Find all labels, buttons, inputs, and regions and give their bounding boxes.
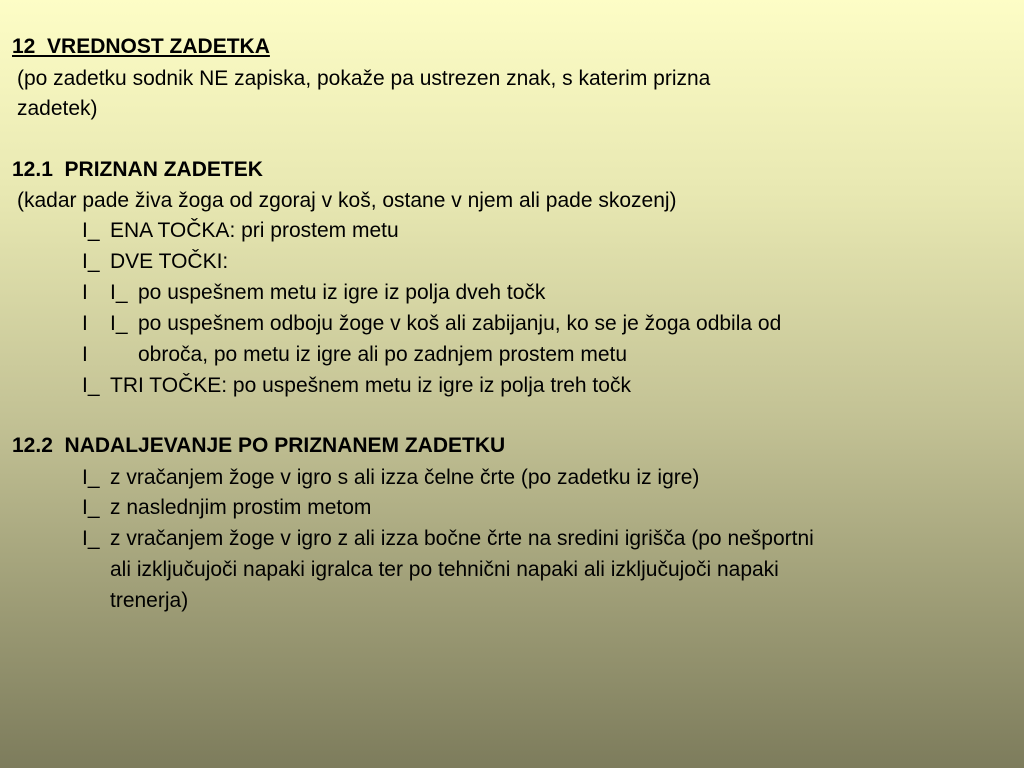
list-marker: I bbox=[82, 281, 88, 304]
list-item-bocna-crta-cont1: ali izključujoči napaki igralca ter po tehnični napaki ali izključujoči napaki bbox=[110, 558, 779, 581]
section-12-1-note: (kadar pade živa žoga od zgoraj v koš, ostane v njem ali pade skozenj) bbox=[17, 189, 677, 212]
list-marker: I bbox=[82, 312, 88, 335]
section-12-title: 12 VREDNOST ZADETKA bbox=[12, 35, 270, 58]
list-item-prosti-met: z naslednjim prostim metom bbox=[110, 496, 372, 519]
list-item-obroca: obroča, po metu iz igre ali po zadnjem prostem metu bbox=[138, 343, 628, 366]
section-12-note-line2: zadetek) bbox=[17, 97, 98, 120]
section-12-note-line1: (po zadetku sodnik NE zapiska, pokaže pa ustrezen znak, s katerim prizna bbox=[17, 67, 711, 90]
list-marker: I_ bbox=[82, 527, 100, 550]
list-item-bocna-crta-cont2: trenerja) bbox=[110, 589, 189, 612]
section-12-1-title: 12.1 PRIZNAN ZADETEK bbox=[12, 158, 263, 181]
list-marker: I_ bbox=[82, 466, 100, 489]
list-marker: I bbox=[82, 343, 88, 366]
list-item-bocna-crta: z vračanjem žoge v igro z ali izza bočne črte na sredini igrišča (po nešportni bbox=[110, 527, 814, 550]
list-item-tri-tocke: TRI TOČKE: po uspešnem metu iz igre iz polja treh točk bbox=[110, 374, 631, 397]
list-item-polje-dveh-tock: po uspešnem metu iz igre iz polja dveh točk bbox=[138, 281, 546, 304]
list-marker: I_ bbox=[82, 250, 100, 273]
list-marker: I_ bbox=[82, 219, 100, 242]
sub-list-marker: I_ bbox=[110, 312, 128, 335]
list-marker: I_ bbox=[82, 496, 100, 519]
list-item-odboj: po uspešnem odboju žoge v koš ali zabijanju, ko se je žoga odbila od bbox=[138, 312, 782, 335]
section-12-2-title: 12.2 NADALJEVANJE PO PRIZNANEM ZADETKU bbox=[12, 434, 506, 457]
list-item-ena-tocka: ENA TOČKA: pri prostem metu bbox=[110, 219, 399, 242]
list-item-dve-tocki: DVE TOČKI: bbox=[110, 250, 229, 273]
list-item-celna-crta: z vračanjem žoge v igro s ali izza čelne črte (po zadetku iz igre) bbox=[110, 466, 700, 489]
sub-list-marker: I_ bbox=[110, 281, 128, 304]
list-marker: I_ bbox=[82, 374, 100, 397]
